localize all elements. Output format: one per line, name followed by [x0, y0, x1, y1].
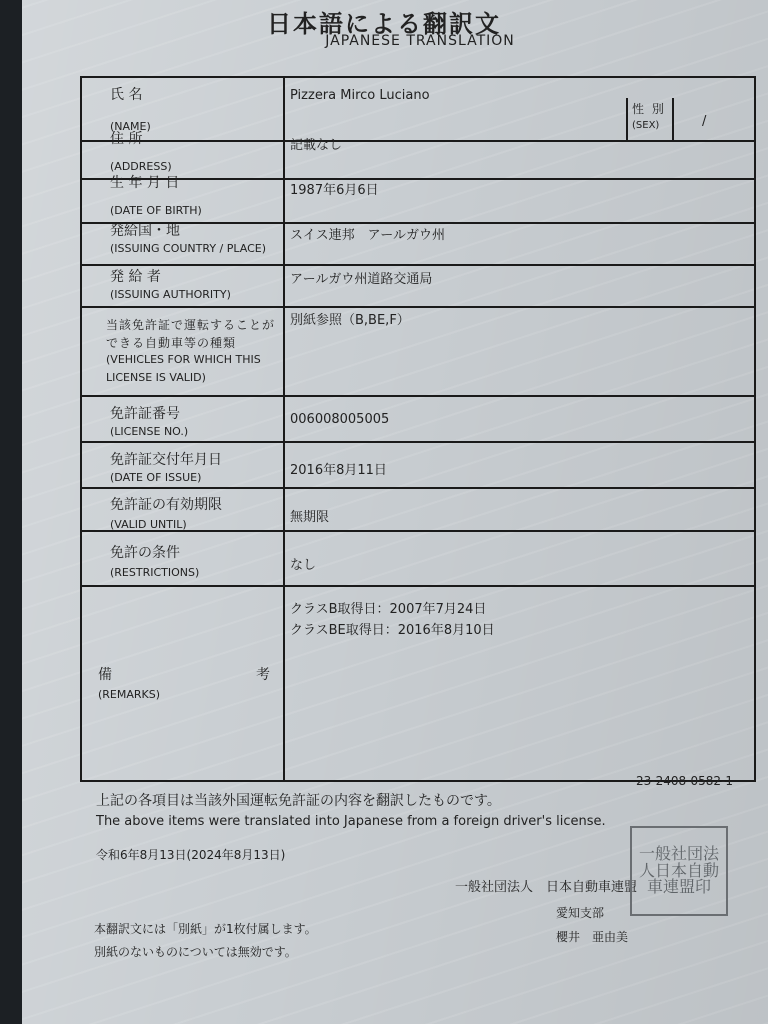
- attachment-note: 本翻訳文には「別紙」が1枚付属します。: [94, 922, 317, 936]
- dob-label-en: (DATE OF BIRTH): [110, 204, 202, 217]
- vehicles-label-en-1: (VEHICLES FOR WHICH THIS: [106, 353, 261, 366]
- restrictions-value: なし: [290, 558, 317, 573]
- issuing-country-label-en: (ISSUING COUNTRY / PLACE): [110, 242, 267, 255]
- official-seal-stamp: 一般社団法人日本自動車連盟印: [630, 826, 728, 916]
- row-divider: [80, 487, 756, 489]
- date-of-issue-label-jp: 免許証交付年月日: [110, 452, 222, 468]
- row-divider: [80, 441, 756, 443]
- signatory-name: 櫻井 亜由美: [556, 930, 629, 944]
- remarks-line-2: クラスBE取得日：2016年8月10日: [290, 623, 495, 638]
- dob-value: 1987年6月6日: [290, 183, 379, 198]
- address-label-jp: 住 所: [110, 131, 143, 147]
- document-subtitle: JAPANESE TRANSLATION: [325, 33, 515, 49]
- row-divider: [80, 585, 756, 587]
- remarks-label-jp-right: 考: [256, 667, 272, 683]
- name-value: Pizzera Mirco Luciano: [290, 88, 430, 103]
- organization-name: 一般社団法人 日本自動車連盟: [455, 880, 638, 895]
- valid-until-label-jp: 免許証の有効期限: [110, 497, 222, 513]
- statement-en: The above items were translated into Japanese from a foreign driver's license.: [96, 814, 606, 829]
- sex-label-jp: 性 別: [632, 102, 666, 116]
- license-no-label-en: (LICENSE NO.): [110, 425, 189, 438]
- issuing-authority-label-jp: 発 給 者: [110, 269, 161, 285]
- vehicles-label-jp-1: 当該免許証で運転することが: [106, 318, 276, 332]
- sex-value: /: [702, 114, 707, 129]
- remarks-label-en: (REMARKS): [98, 688, 161, 701]
- date-of-issue-value: 2016年8月11日: [290, 463, 387, 478]
- issuing-authority-label-en: (ISSUING AUTHORITY): [110, 288, 231, 301]
- license-no-value: 006008005005: [290, 412, 390, 427]
- sex-label-en: (SEX): [632, 120, 660, 131]
- remarks-label-jp-left: 備: [98, 667, 114, 683]
- issuing-country-label-jp: 発給国・地: [110, 223, 180, 239]
- address-value: 記載なし: [290, 138, 343, 153]
- sex-cell-divider: [626, 98, 628, 140]
- name-label-en: (NAME): [110, 120, 151, 133]
- restrictions-label-en: (RESTRICTIONS): [110, 566, 200, 579]
- dob-label-jp: 生 年 月 日: [110, 175, 180, 191]
- branch-name: 愛知支部: [556, 906, 605, 920]
- issue-date: 令和6年8月13日(2024年8月13日): [96, 848, 286, 862]
- name-label-jp: 氏 名: [110, 87, 143, 103]
- statement-jp: 上記の各項目は当該外国運転免許証の内容を翻訳したものです。: [96, 793, 501, 809]
- sex-cell-divider: [672, 98, 674, 140]
- row-divider: [80, 306, 756, 308]
- vehicles-value: 別紙参照（B,BE,F）: [290, 313, 410, 328]
- vehicles-label-en-2: LICENSE IS VALID): [106, 371, 206, 384]
- document-title: 日本語による翻訳文: [267, 10, 501, 38]
- issuing-country-value: スイス連邦 アールガウ州: [290, 228, 445, 243]
- address-label-en: (ADDRESS): [110, 160, 172, 173]
- document-number: 23-2408-0582-1: [636, 774, 733, 788]
- row-divider: [80, 395, 756, 397]
- valid-until-label-en: (VALID UNTIL): [110, 518, 187, 531]
- remarks-line-1: クラスB取得日：2007年7月24日: [290, 602, 487, 617]
- license-no-label-jp: 免許証番号: [110, 406, 180, 422]
- column-divider: [283, 76, 285, 782]
- vehicles-label-jp-2: できる自動車等の種類: [106, 336, 237, 350]
- issuing-authority-value: アールガウ州道路交通局: [290, 272, 433, 287]
- restrictions-label-jp: 免許の条件: [110, 545, 180, 561]
- date-of-issue-label-en: (DATE OF ISSUE): [110, 471, 202, 484]
- invalid-note: 別紙のないものについては無効です。: [94, 945, 297, 959]
- valid-until-value: 無期限: [290, 510, 330, 525]
